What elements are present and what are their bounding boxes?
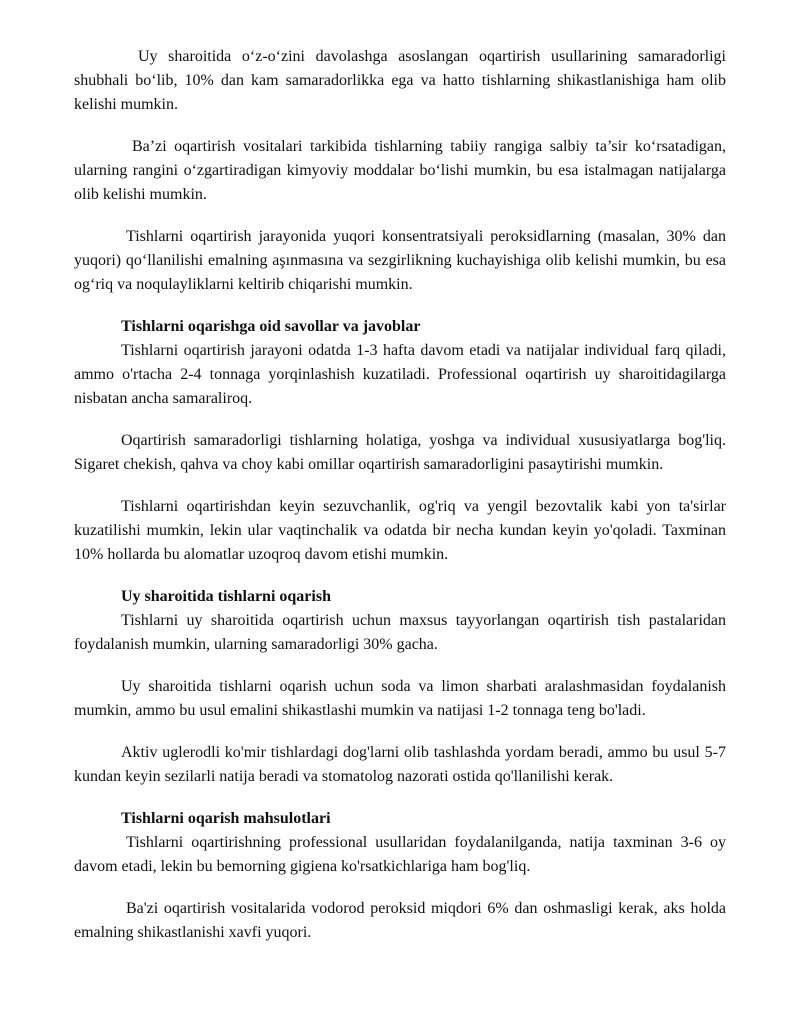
section-heading-questions: Tishlarni oqarishga oid savollar va javoblar (121, 318, 421, 335)
questions-paragraph-3: Tishlarni oqartirishdan keyin sezuvchanlik, og'riq va yengil bezovtalik kabi yon ta'sirlar kuzatilishi mumkin, lekin ular vaqtinchalik va odatda bir necha kundan keyin yo'qoladi. Taxminan 10% hollarda bu alomatlar uzoqroq davom etishi mumkin. (74, 498, 726, 563)
intro-paragraph-2: Ba’zi oqartirish vositalari tarkibida tishlarning tabiiy rangiga salbiy ta’sir koʻrsatadigan, ularning rangini oʻzgartiradigan kimyoviy moddalar boʻlishi mumkin, bu esa istalmagan natijalarga olib kelishi mumkin. (74, 138, 726, 203)
intro-paragraph-1: Uy sharoitida oʻz-oʻzini davolashga asoslangan oqartirish usullarining samaradorligi shubhali boʻlib, 10% dan kam samaradorlikka ega va hatto tishlarning shikastlanishiga ham olib kelishi mumkin. (74, 48, 726, 113)
home-paragraph-3: Aktiv uglerodli ko'mir tishlardagi dog'larni olib tashlashda yordam beradi, ammo bu usul 5-7 kundan keyin sezilarli natija beradi va stomatolog nazorati ostida qo'llanilishi kerak. (74, 744, 726, 785)
products-paragraph-1: Tishlarni oqartirishning professional usullaridan foydalanilganda, natija taxminan 3-6 oy davom etadi, lekin bu bemorning gigiena ko'rsatkichlariga ham bog'liq. (74, 834, 726, 875)
home-paragraph-2: Uy sharoitida tishlarni oqarish uchun soda va limon sharbati aralashmasidan foydalanish mumkin, ammo bu usul emalini shikastlashi mumkin va natijasi 1-2 tonnaga teng bo'ladi. (74, 678, 726, 719)
products-paragraph-2: Ba'zi oqartirish vositalarida vodorod peroksid miqdori 6% dan oshmasligi kerak, aks holda emalning shikastlanishi xavfi yuqori. (74, 900, 726, 941)
section-heading-products: Tishlarni oqarish mahsulotlari (121, 810, 331, 827)
section-heading-home: Uy sharoitida tishlarni oqarish (121, 588, 331, 605)
intro-paragraph-3: Tishlarni oqartirish jarayonida yuqori konsentratsiyali peroksidlarning (masalan, 30% dan yuqori) qoʻllanilishi emalning aşınmasına va sezgirlikning kuchayishiga olib kelishi mumkin, bu esa ogʻriq va noqulayliklarni keltirib chiqarishi mumkin. (74, 228, 726, 293)
questions-paragraph-2: Oqartirish samaradorligi tishlarning holatiga, yoshga va individual xususiyatlarga bog'liq. Sigaret chekish, qahva va choy kabi omillar oqartirish samaradorligini pasaytirishi mumkin. (74, 432, 726, 473)
questions-paragraph-1: Tishlarni oqartirish jarayoni odatda 1-3 hafta davom etadi va natijalar individual farq qiladi, ammo o'rtacha 2-4 tonnaga yorqinlashish kuzatiladi. Professional oqartirish uy sharoitidagilarga nisbatan ancha samaraliroq. (74, 342, 726, 407)
home-paragraph-1: Tishlarni uy sharoitida oqartirish uchun maxsus tayyorlangan oqartirish tish pastalaridan foydalanish mumkin, ularning samaradorligi 30% gacha. (74, 612, 726, 653)
